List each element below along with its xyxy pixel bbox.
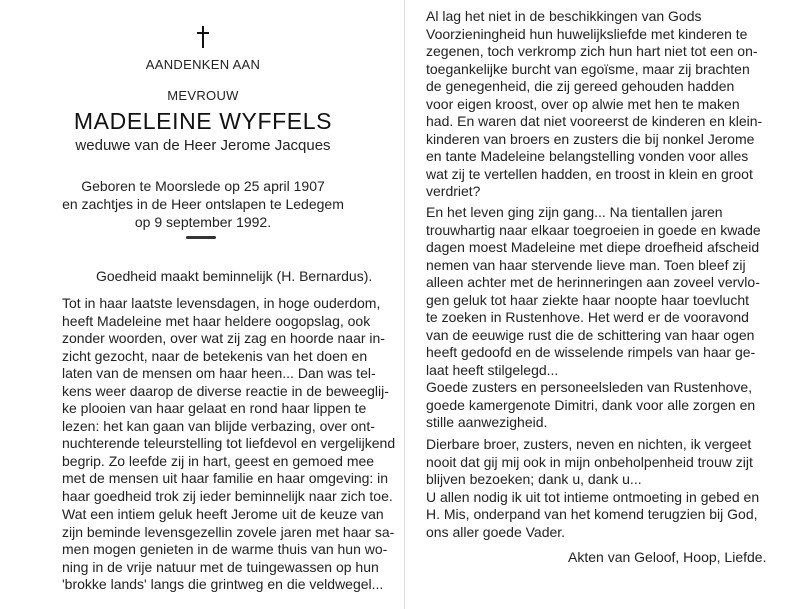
- paragraph: [62, 506, 395, 594]
- text-line: kinderen van broers en zusters die bij nonkel Jerome: [426, 130, 755, 147]
- text-line: ke plooien van haar gelaat en rond haar lippen te: [62, 400, 367, 416]
- text-line: heeft gedoofd en de wisselende rimpels van haar ge-: [426, 344, 756, 360]
- born-line: en zachtjes in de Heer ontslapen te Ledegem: [62, 196, 344, 212]
- text-line: ning in de vrije natuur met de tuingewassen op hun: [62, 558, 379, 575]
- text-line: de genegenheid, die zij gereed gehouden hadden: [426, 78, 735, 94]
- text-line: men mogen genieten in de warme thuis van hun wo-: [62, 541, 388, 557]
- text-line: laat heeft stilgelegd...: [426, 361, 559, 378]
- text-line: Dierbare broer, zusters, neven en nichten, ik vergeet: [426, 436, 752, 452]
- text-line: zegenen, toch verkromp zich hun hart niet tot een on-: [426, 43, 758, 59]
- text-line: kens weer daarop de diverse reactie in de beweeglij-: [62, 382, 389, 399]
- text-line: U allen nodig ik uit tot intieme ontmoeting in gebed en: [426, 488, 760, 505]
- text-line: H. Mis, onderpand van het komend terugzien bij God,: [426, 506, 758, 522]
- text-line: wat zij te vertellen hadden, en troost in klein en groot: [426, 165, 753, 182]
- paragraph: [426, 379, 786, 432]
- text-line: begrip. Zo leefde zij in hart, geest en gemoed mee: [62, 452, 375, 469]
- text-line: met de mensen uit haar familie en haar omgeving: in: [62, 470, 389, 486]
- text-line: Al lag het niet in de beschikkingen van Gods: [426, 8, 702, 24]
- text-line: blijven bezoeken; dank u, dank u...: [426, 471, 642, 487]
- paragraph: [426, 8, 786, 201]
- closing-prayers: Akten van Geloof, Hoop, Liefde.: [568, 549, 767, 565]
- honorific: MEVROUW: [167, 88, 239, 103]
- text-line: ons aller goede Vader.: [426, 523, 566, 540]
- text-line: zijn beminde levensgezellin zovele jaren met haar sa-: [62, 523, 395, 540]
- text-line: nemen van haar stervende lieve man. Toen bleef zij: [426, 256, 746, 273]
- right-page: [412, 0, 800, 609]
- text-line: alleen achter met de herinneringen aan zoveel vervlo-: [426, 274, 760, 290]
- birth-death-info: [60, 177, 346, 231]
- cross-icon: [196, 26, 210, 48]
- text-line: nuchterende teleurstelling tot liefdevol en vergelijkend: [62, 435, 396, 451]
- paragraph: [426, 204, 786, 379]
- text-line: gen geluk tot haar ziekte haar noopte haar toevlucht: [426, 291, 749, 308]
- text-line: zonder woorden, over wat zij zag en hoorde naar in-: [62, 330, 385, 346]
- ornament-divider: [186, 236, 216, 239]
- text-line: Goede zusters en personeelsleden van Rustenhove,: [426, 379, 753, 395]
- text-line: voor eigen kroost, over op alwie met hen te maken: [426, 95, 740, 112]
- text-line: goede kamergenote Dimitri, dank voor alle zorgen en: [426, 396, 756, 413]
- text-line: te zoeken in Rustenhove. Het werd er de vooravond: [426, 309, 749, 325]
- text-line: En het leven ging zijn gang... Na tientallen jaren: [426, 204, 723, 220]
- paragraph: [62, 295, 396, 505]
- text-line: laten van de mensen om haar heen... Dan was tel-: [62, 365, 376, 381]
- text-line: van de eeuwige rust die de schittering van haar ogen: [426, 326, 755, 343]
- text-line: en tante Madeleine belangstelling vonden voor alles: [426, 148, 749, 164]
- text-line: Wat een intiem geluk heeft Jerome uit de keuze van: [62, 506, 384, 522]
- text-line: stille aanwezigheid.: [426, 414, 548, 430]
- text-line: nooit dat gij mij ook in mijn onbeholpenheid trouw zijt: [426, 453, 753, 470]
- text-line: Voorzieningheid hun huwelijksliefde met kinderen te: [426, 25, 748, 42]
- text-line: had. En waren dat niet vooreerst de kinderen en klein-: [426, 113, 763, 129]
- text-line: heeft Madeleine met haar heldere oogopslag, ook: [62, 312, 371, 329]
- text-line: toegankelijke burcht van egoïsme, maar zij brachten: [426, 60, 750, 77]
- text-line: haar goedheid trok zij ieder beminnelijk naar zich toe.: [62, 487, 393, 504]
- widow-of: weduwe van de Heer Jerome Jacques: [75, 137, 331, 154]
- text-line: lezen: het kan gaan van blijde verbazing, over ont-: [62, 417, 375, 434]
- quote: Goedheid maakt beminnelijk (H. Bernardus).: [96, 268, 373, 284]
- paragraph: [426, 436, 786, 541]
- text-line: 'brokke lands' langs die grintweg en die veldwegel...: [62, 576, 384, 592]
- text-line: zicht gezocht, naar de betekenis van het doen en: [62, 347, 368, 364]
- born-line: op 9 september 1992.: [134, 214, 272, 230]
- text-line: trouwhartig naar elkaar toegroeien in goede en kwade: [426, 221, 761, 238]
- text-line: dagen moest Madeleine met diepe droefheid afscheid: [426, 239, 760, 255]
- remembrance-title: AANDENKEN AAN: [145, 57, 261, 72]
- text-line: verdriet?: [426, 183, 481, 199]
- text-line: Tot in haar laatste levensdagen, in hoge ouderdom,: [62, 295, 381, 311]
- born-line: Geboren te Moorslede op 25 april 1907: [81, 178, 325, 194]
- page-divider: [404, 0, 405, 609]
- deceased-name: MADELEINE WYFFELS: [73, 108, 333, 134]
